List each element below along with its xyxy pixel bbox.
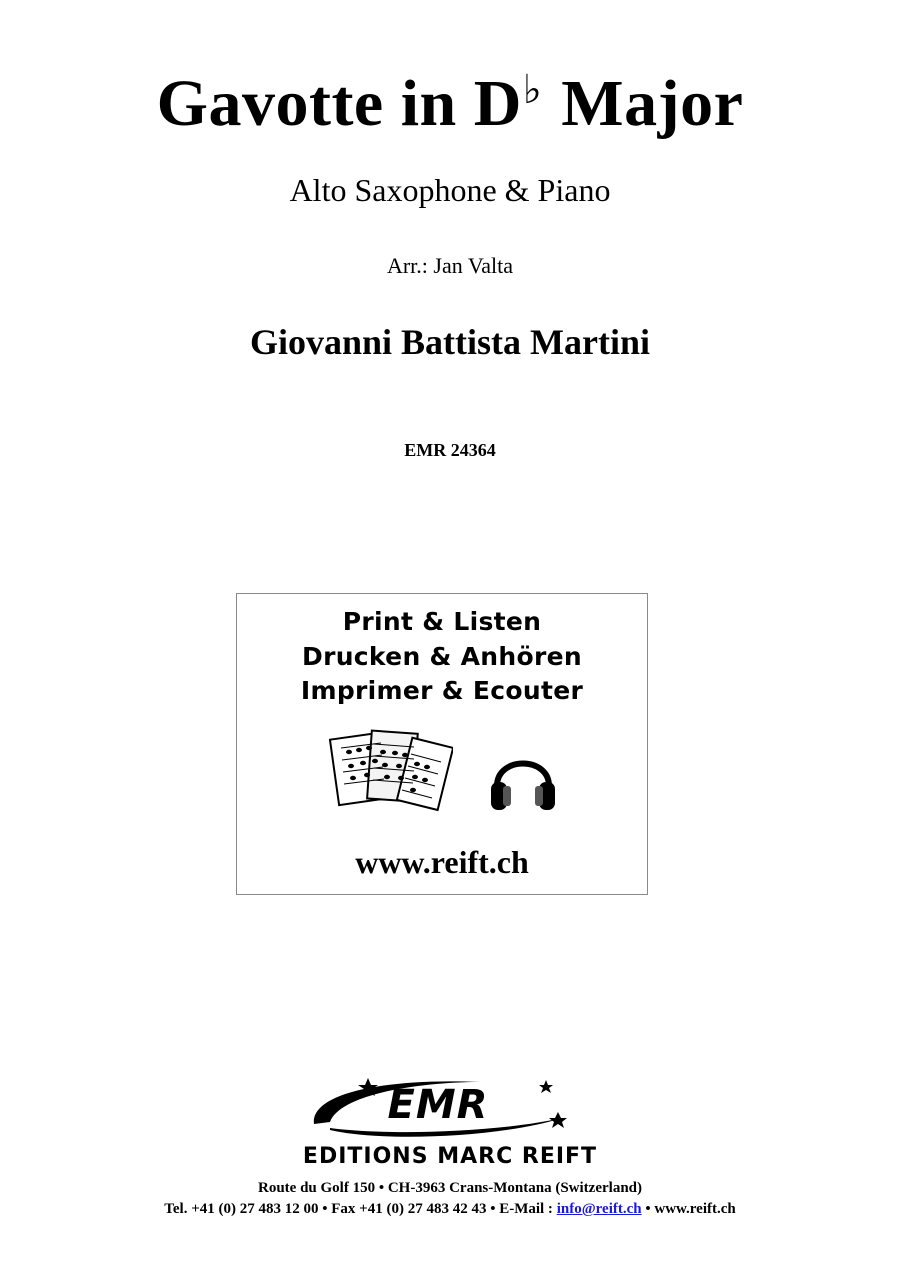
publisher-name: EDITIONS MARC REIFT <box>302 1144 598 1169</box>
contact-suffix: • www.reift.ch <box>641 1201 736 1217</box>
print-listen-box <box>236 593 648 895</box>
promo-line-german: Drucken & Anhören <box>302 642 582 671</box>
promo-line-french: Imprimer & Ecouter <box>300 676 584 705</box>
headphones-icon <box>487 742 559 814</box>
composer: Giovanni Battista Martini <box>249 322 650 362</box>
emr-logo <box>300 1072 576 1142</box>
catalog-number: EMR 24364 <box>404 440 496 460</box>
promo-website: www.reift.ch <box>355 844 529 880</box>
arranger: Arr.: Jan Valta <box>386 253 514 278</box>
email-link[interactable]: info@reift.ch <box>556 1201 642 1217</box>
sheet-music-icon <box>329 726 453 818</box>
page-title <box>0 50 900 144</box>
title-prefix: Gavotte in D <box>156 67 522 140</box>
publisher-contact <box>0 1199 900 1219</box>
promo-line-english: Print & Listen <box>342 607 542 636</box>
publisher-address: Route du Golf 150 • CH-3963 Crans-Montana (Switzerland) <box>258 1180 642 1196</box>
flat-sign: ♭ <box>522 67 543 113</box>
contact-prefix: Tel. +41 (0) 27 483 12 00 • Fax +41 (0) 27 483 42 43 • E-Mail : <box>164 1201 557 1217</box>
instrumentation: Alto Saxophone & Piano <box>289 172 611 208</box>
title-suffix: Major <box>544 67 744 140</box>
emr-logo-text: EMR <box>387 1082 489 1128</box>
